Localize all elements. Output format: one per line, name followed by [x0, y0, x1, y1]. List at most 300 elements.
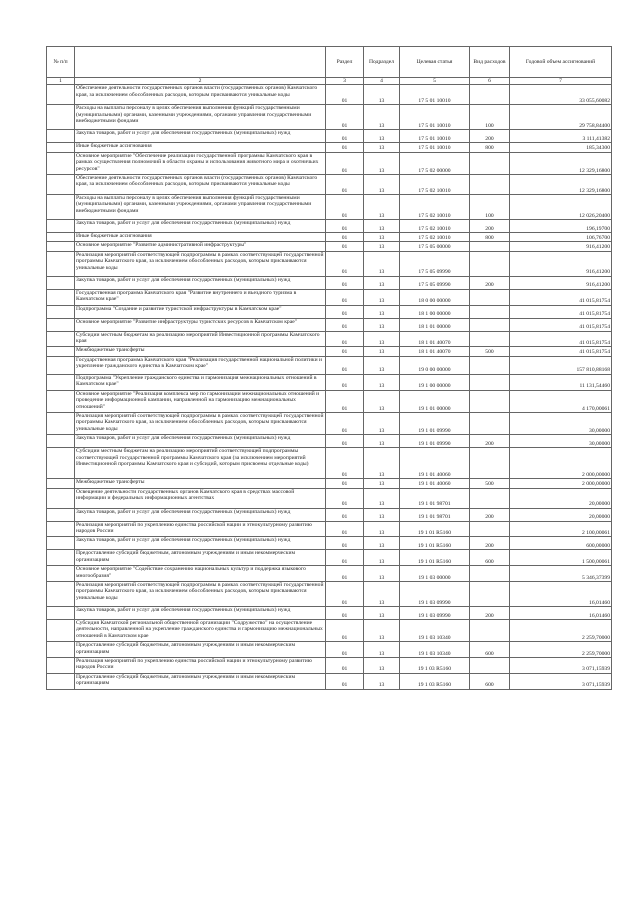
target-article-cell: 17 5 02 10010: [400, 233, 470, 242]
row-number-cell: [47, 105, 75, 130]
target-article-cell: 18 0 00 00000: [400, 289, 470, 305]
row-number-cell: [47, 550, 75, 566]
table-row: [47, 331, 612, 347]
row-number-cell: [47, 318, 75, 331]
column-number: 6: [470, 78, 510, 85]
column-number-row: [47, 78, 612, 85]
header-row: [47, 47, 612, 78]
description-cell: Иные бюджетные ассигнования: [75, 233, 326, 242]
podrazdel-cell: 13: [364, 673, 400, 689]
razdel-cell: 01: [326, 105, 364, 130]
table-row: [47, 488, 612, 508]
razdel-cell: 01: [326, 220, 364, 233]
row-number-cell: [47, 642, 75, 658]
expense-type-cell: [470, 448, 510, 479]
expense-type-cell: 600: [470, 550, 510, 566]
razdel-cell: 01: [326, 130, 364, 143]
table-row: [47, 130, 612, 143]
row-number-cell: [47, 152, 75, 174]
razdel-cell: 01: [326, 658, 364, 674]
razdel-cell: 01: [326, 374, 364, 390]
table-row: [47, 85, 612, 105]
podrazdel-cell: 13: [364, 305, 400, 318]
amount-cell: 600,00000: [510, 537, 612, 550]
expense-type-cell: 600: [470, 642, 510, 658]
row-number-cell: [47, 130, 75, 143]
podrazdel-cell: 13: [364, 479, 400, 488]
expense-type-cell: [470, 152, 510, 174]
razdel-cell: 01: [326, 143, 364, 152]
expense-type-cell: [470, 581, 510, 606]
description-cell: Закупка товаров, работ и услуг для обеспечения государственных (муниципальных) нужд: [75, 276, 326, 289]
podrazdel-cell: 13: [364, 318, 400, 331]
table-row: [47, 276, 612, 289]
header-cell: Подраздел: [364, 47, 400, 78]
column-number: 1: [47, 78, 75, 85]
description-cell: Субсидии местным бюджетам на реализацию мероприятий соответствующей подпрограммы соответствующей государственной программы Камчатского края (за исключением мероприятий Инвестиционной программы Камчатского края и субсидий, которым присвоены отдельные коды): [75, 448, 326, 479]
target-article-cell: 19 1 03 R5160: [400, 658, 470, 674]
target-article-cell: 19 1 03 10340: [400, 619, 470, 641]
target-article-cell: 19 1 01 R5160: [400, 537, 470, 550]
table-row: [47, 537, 612, 550]
row-number-cell: [47, 347, 75, 356]
table-row: [47, 233, 612, 242]
column-number: 5: [400, 78, 470, 85]
row-number-cell: [47, 175, 75, 195]
expense-type-cell: [470, 488, 510, 508]
table-row: [47, 289, 612, 305]
target-article-cell: 19 1 01 98701: [400, 488, 470, 508]
amount-cell: 41 015,81754: [510, 331, 612, 347]
podrazdel-cell: 13: [364, 537, 400, 550]
expense-type-cell: 800: [470, 233, 510, 242]
razdel-cell: 01: [326, 331, 364, 347]
podrazdel-cell: 13: [364, 105, 400, 130]
column-number: 3: [326, 78, 364, 85]
razdel-cell: 01: [326, 566, 364, 582]
razdel-cell: 01: [326, 488, 364, 508]
row-number-cell: [47, 479, 75, 488]
razdel-cell: 01: [326, 289, 364, 305]
podrazdel-cell: 13: [364, 175, 400, 195]
amount-cell: 41 015,81754: [510, 318, 612, 331]
target-article-cell: 17 5 05 00000: [400, 242, 470, 251]
description-cell: Основное мероприятие "Содействие сохранению национальных культур и поддержка языкового многообразия": [75, 566, 326, 582]
table-row: [47, 318, 612, 331]
expense-type-cell: [470, 619, 510, 641]
table-row: [47, 521, 612, 537]
amount-cell: 1 500,00061: [510, 550, 612, 566]
expense-type-cell: 200: [470, 508, 510, 521]
description-cell: Подпрограмма "Создание и развитие туристской инфраструктуры в Камчатском крае": [75, 305, 326, 318]
expense-type-cell: 500: [470, 479, 510, 488]
podrazdel-cell: 13: [364, 619, 400, 641]
razdel-cell: 01: [326, 242, 364, 251]
amount-cell: 29 758,84400: [510, 105, 612, 130]
expense-type-cell: [470, 289, 510, 305]
razdel-cell: 01: [326, 479, 364, 488]
table-row: [47, 374, 612, 390]
column-number: 7: [510, 78, 612, 85]
description-cell: Расходы на выплаты персоналу в целях обеспечения выполнения функций государственными (муниципальными) органами, казенными учреждениями, органами управления государственными внебюджетными фондами: [75, 195, 326, 220]
description-cell: Закупка товаров, работ и услуг для обеспечения государственных (муниципальных) нужд: [75, 606, 326, 619]
description-cell: Предоставление субсидий бюджетным, автономным учреждениям и иным некоммерческим организациям: [75, 673, 326, 689]
description-cell: Основное мероприятие "Реализация комплекса мер по гармонизации межнациональных отношений и проведение информационной кампании, направленной на гармонизацию межнациональных отношений": [75, 390, 326, 412]
description-cell: Закупка товаров, работ и услуг для обеспечения государственных (муниципальных) нужд: [75, 537, 326, 550]
podrazdel-cell: 13: [364, 356, 400, 374]
description-cell: Закупка товаров, работ и услуг для обеспечения государственных (муниципальных) нужд: [75, 220, 326, 233]
expense-type-cell: 600: [470, 673, 510, 689]
amount-cell: 20,00000: [510, 508, 612, 521]
row-number-cell: [47, 276, 75, 289]
razdel-cell: 01: [326, 233, 364, 242]
amount-cell: 916,41200: [510, 251, 612, 276]
razdel-cell: 01: [326, 276, 364, 289]
description-cell: Реализация мероприятий соответствующей подпрограммы в рамках соответствующей государственной программы Камчатского края, за исключением обособленных расходов, которым присваиваются уникальные коды: [75, 581, 326, 606]
expense-type-cell: 200: [470, 537, 510, 550]
table-row: [47, 143, 612, 152]
row-number-cell: [47, 606, 75, 619]
amount-cell: 11 131,54460: [510, 374, 612, 390]
target-article-cell: 18 1 01 40070: [400, 331, 470, 347]
table-row: [47, 251, 612, 276]
table-row: [47, 658, 612, 674]
expense-type-cell: [470, 566, 510, 582]
amount-cell: 33 055,60082: [510, 85, 612, 105]
row-number-cell: [47, 488, 75, 508]
amount-cell: 41 015,81754: [510, 347, 612, 356]
expense-type-cell: [470, 374, 510, 390]
razdel-cell: 01: [326, 448, 364, 479]
razdel-cell: 01: [326, 550, 364, 566]
target-article-cell: 17 5 01 10010: [400, 143, 470, 152]
header-cell: Вид расходов: [470, 47, 510, 78]
row-number-cell: [47, 220, 75, 233]
razdel-cell: 01: [326, 606, 364, 619]
amount-cell: 157 810,88168: [510, 356, 612, 374]
expense-type-cell: 500: [470, 347, 510, 356]
razdel-cell: 01: [326, 673, 364, 689]
row-number-cell: [47, 566, 75, 582]
amount-cell: 2 000,00000: [510, 448, 612, 479]
description-cell: Межбюджетные трансферты: [75, 347, 326, 356]
podrazdel-cell: 13: [364, 658, 400, 674]
row-number-cell: [47, 658, 75, 674]
target-article-cell: 19 1 01 98701: [400, 508, 470, 521]
podrazdel-cell: 13: [364, 508, 400, 521]
description-cell: Подпрограмма "Укрепление гражданского единства и гармонизация межнациональных отношений в Камчатском крае": [75, 374, 326, 390]
description-cell: Субсидия Камчатской региональной общественной организации "Содружество" на осуществление деятельности, направленной на укрепление гражданского единства и гармонизацию межнациональных отношений в Камчатском крае: [75, 619, 326, 641]
header-cell: [75, 47, 326, 78]
razdel-cell: 01: [326, 390, 364, 412]
description-cell: Расходы на выплаты персоналу в целях обеспечения выполнения функций государственными (муниципальными) органами, казенными учреждениями, органами управления государственными внебюджетными фондами: [75, 105, 326, 130]
amount-cell: 16,01460: [510, 581, 612, 606]
target-article-cell: 17 5 01 10010: [400, 85, 470, 105]
amount-cell: 2 100,00061: [510, 521, 612, 537]
amount-cell: 2 259,70000: [510, 642, 612, 658]
column-number: 4: [364, 78, 400, 85]
table-row: [47, 479, 612, 488]
table-row: [47, 581, 612, 606]
razdel-cell: 01: [326, 85, 364, 105]
table-row: [47, 550, 612, 566]
target-article-cell: 17 5 05 09990: [400, 276, 470, 289]
podrazdel-cell: 13: [364, 276, 400, 289]
table-row: [47, 152, 612, 174]
podrazdel-cell: 13: [364, 289, 400, 305]
razdel-cell: 01: [326, 175, 364, 195]
amount-cell: 16,01460: [510, 606, 612, 619]
amount-cell: 2 259,70000: [510, 619, 612, 641]
row-number-cell: [47, 521, 75, 537]
table-row: [47, 220, 612, 233]
amount-cell: 3 071,15939: [510, 673, 612, 689]
podrazdel-cell: 13: [364, 85, 400, 105]
table-row: [47, 347, 612, 356]
row-number-cell: [47, 581, 75, 606]
target-article-cell: 19 1 01 R5160: [400, 521, 470, 537]
expense-type-cell: [470, 242, 510, 251]
expense-type-cell: [470, 356, 510, 374]
razdel-cell: 01: [326, 152, 364, 174]
razdel-cell: 01: [326, 195, 364, 220]
amount-cell: 12 329,16800: [510, 152, 612, 174]
row-number-cell: [47, 331, 75, 347]
amount-cell: 4 170,00061: [510, 390, 612, 412]
amount-cell: 185,34300: [510, 143, 612, 152]
podrazdel-cell: 13: [364, 233, 400, 242]
row-number-cell: [47, 251, 75, 276]
amount-cell: 12 026,20400: [510, 195, 612, 220]
amount-cell: 30,00000: [510, 412, 612, 434]
expense-type-cell: 200: [470, 435, 510, 448]
row-number-cell: [47, 242, 75, 251]
target-article-cell: 19 1 00 00000: [400, 374, 470, 390]
header-cell: Целевая статья: [400, 47, 470, 78]
podrazdel-cell: 13: [364, 242, 400, 251]
razdel-cell: 01: [326, 521, 364, 537]
description-cell: Реализация мероприятий по укреплению единства российской нации и этнокультурному развитию народов России: [75, 521, 326, 537]
expense-type-cell: 200: [470, 130, 510, 143]
razdel-cell: 01: [326, 508, 364, 521]
column-number: 2: [75, 78, 326, 85]
description-cell: Основное мероприятие "Развитие инфраструктуры туристских ресурсов в Камчатском крае": [75, 318, 326, 331]
table-row: [47, 642, 612, 658]
row-number-cell: [47, 143, 75, 152]
target-article-cell: 17 5 02 10010: [400, 195, 470, 220]
expense-type-cell: 100: [470, 195, 510, 220]
podrazdel-cell: 13: [364, 251, 400, 276]
table-row: [47, 606, 612, 619]
razdel-cell: 01: [326, 251, 364, 276]
target-article-cell: 17 5 01 10010: [400, 105, 470, 130]
description-cell: Реализация мероприятий соответствующей подпрограммы в рамках соответствующей государственной программы Камчатского края, за исключением обособленных расходов, которым присваиваются уникальные коды: [75, 251, 326, 276]
row-number-cell: [47, 412, 75, 434]
podrazdel-cell: 13: [364, 566, 400, 582]
target-article-cell: 17 5 01 10010: [400, 130, 470, 143]
amount-cell: 5 346,37399: [510, 566, 612, 582]
razdel-cell: 01: [326, 435, 364, 448]
target-article-cell: 18 1 01 40070: [400, 347, 470, 356]
razdel-cell: 01: [326, 412, 364, 434]
expense-type-cell: [470, 390, 510, 412]
table-row: [47, 412, 612, 434]
row-number-cell: [47, 195, 75, 220]
razdel-cell: 01: [326, 537, 364, 550]
header-cell: № п/п: [47, 47, 75, 78]
amount-cell: 30,00000: [510, 435, 612, 448]
target-article-cell: 19 1 01 R5160: [400, 550, 470, 566]
podrazdel-cell: 13: [364, 412, 400, 434]
description-cell: Освещение деятельности государственных органов Камчатского края в средствах массовой информации и федеральных информационных агентствах: [75, 488, 326, 508]
amount-cell: 916,41200: [510, 276, 612, 289]
podrazdel-cell: 13: [364, 143, 400, 152]
expense-type-cell: [470, 318, 510, 331]
expense-type-cell: 800: [470, 143, 510, 152]
row-number-cell: [47, 537, 75, 550]
amount-cell: 2 000,00000: [510, 479, 612, 488]
description-cell: Обеспечение деятельности государственных органов власти (государственных органов) Камчатского края, за исключением обособленных расходов, которым присваиваются уникальные коды: [75, 175, 326, 195]
table-row: [47, 195, 612, 220]
podrazdel-cell: 13: [364, 374, 400, 390]
row-number-cell: [47, 233, 75, 242]
expense-type-cell: [470, 658, 510, 674]
expense-type-cell: [470, 175, 510, 195]
table-row: [47, 508, 612, 521]
description-cell: Субсидии местным бюджетам на реализацию мероприятий Инвестиционной программы Камчатского края: [75, 331, 326, 347]
podrazdel-cell: 13: [364, 435, 400, 448]
row-number-cell: [47, 619, 75, 641]
description-cell: Предоставление субсидий бюджетным, автономным учреждениям и иным некоммерческим организациям: [75, 642, 326, 658]
table-row: [47, 435, 612, 448]
budget-table: [46, 46, 612, 690]
podrazdel-cell: 13: [364, 347, 400, 356]
table-row: [47, 673, 612, 689]
description-cell: Реализация мероприятий соответствующей подпрограммы в рамках соответствующей государственной программы Камчатского края, за исключением обособленных расходов, которым присваиваются уникальные коды: [75, 412, 326, 434]
razdel-cell: 01: [326, 581, 364, 606]
razdel-cell: 01: [326, 347, 364, 356]
razdel-cell: 01: [326, 619, 364, 641]
expense-type-cell: 100: [470, 105, 510, 130]
podrazdel-cell: 13: [364, 521, 400, 537]
razdel-cell: 01: [326, 305, 364, 318]
amount-cell: 12 329,16800: [510, 175, 612, 195]
row-number-cell: [47, 390, 75, 412]
target-article-cell: 17 5 02 00000: [400, 152, 470, 174]
expense-type-cell: [470, 521, 510, 537]
target-article-cell: 19 1 03 09990: [400, 606, 470, 619]
podrazdel-cell: 13: [364, 581, 400, 606]
podrazdel-cell: 13: [364, 130, 400, 143]
expense-type-cell: [470, 85, 510, 105]
table-row: [47, 619, 612, 641]
amount-cell: 916,41200: [510, 242, 612, 251]
podrazdel-cell: 13: [364, 448, 400, 479]
target-article-cell: 19 1 03 R5160: [400, 673, 470, 689]
expense-type-cell: [470, 305, 510, 318]
amount-cell: 41 015,81754: [510, 289, 612, 305]
razdel-cell: 01: [326, 356, 364, 374]
expense-type-cell: [470, 331, 510, 347]
description-cell: Закупка товаров, работ и услуг для обеспечения государственных (муниципальных) нужд: [75, 435, 326, 448]
row-number-cell: [47, 435, 75, 448]
row-number-cell: [47, 508, 75, 521]
podrazdel-cell: 13: [364, 606, 400, 619]
podrazdel-cell: 13: [364, 550, 400, 566]
target-article-cell: 19 1 03 09990: [400, 581, 470, 606]
target-article-cell: 19 1 01 40060: [400, 448, 470, 479]
target-article-cell: 19 1 03 10340: [400, 642, 470, 658]
target-article-cell: 19 1 01 00000: [400, 390, 470, 412]
table-row: [47, 566, 612, 582]
expense-type-cell: [470, 251, 510, 276]
podrazdel-cell: 13: [364, 390, 400, 412]
podrazdel-cell: 13: [364, 331, 400, 347]
target-article-cell: 19 0 00 00000: [400, 356, 470, 374]
header-cell: Раздел: [326, 47, 364, 78]
amount-cell: 3 111,41382: [510, 130, 612, 143]
amount-cell: 41 015,81754: [510, 305, 612, 318]
description-cell: Межбюджетные трансферты: [75, 479, 326, 488]
row-number-cell: [47, 356, 75, 374]
podrazdel-cell: 13: [364, 642, 400, 658]
row-number-cell: [47, 289, 75, 305]
description-cell: Реализация мероприятий по укреплению единства российской нации и этнокультурному развитию народов России: [75, 658, 326, 674]
row-number-cell: [47, 374, 75, 390]
target-article-cell: 19 1 03 00000: [400, 566, 470, 582]
amount-cell: 20,00000: [510, 488, 612, 508]
description-cell: Закупка товаров, работ и услуг для обеспечения государственных (муниципальных) нужд: [75, 508, 326, 521]
amount-cell: 196,19700: [510, 220, 612, 233]
podrazdel-cell: 13: [364, 195, 400, 220]
table-row: [47, 390, 612, 412]
podrazdel-cell: 13: [364, 220, 400, 233]
target-article-cell: 17 5 02 10010: [400, 175, 470, 195]
amount-cell: 106,76700: [510, 233, 612, 242]
target-article-cell: 19 1 01 40060: [400, 479, 470, 488]
description-cell: Государственная программа Камчатского края "Реализация государственной национальной политики и укрепление гражданского единства в Камчатском крае": [75, 356, 326, 374]
row-number-cell: [47, 448, 75, 479]
amount-cell: 3 071,15939: [510, 658, 612, 674]
razdel-cell: 01: [326, 318, 364, 331]
expense-type-cell: 200: [470, 276, 510, 289]
row-number-cell: [47, 305, 75, 318]
razdel-cell: 01: [326, 642, 364, 658]
podrazdel-cell: 13: [364, 488, 400, 508]
target-article-cell: 17 5 02 10010: [400, 220, 470, 233]
description-cell: Предоставление субсидий бюджетным, автономным учреждениям и иным некоммерческим организациям: [75, 550, 326, 566]
description-cell: Обеспечение деятельности государственных органов власти (государственных органов) Камчатского края, за исключением обособленных расходов, которым присваиваются уникальные коды: [75, 85, 326, 105]
header-cell: Годовой объем ассигнований: [510, 47, 612, 78]
target-article-cell: 18 1 01 00000: [400, 318, 470, 331]
target-article-cell: 19 1 01 09990: [400, 412, 470, 434]
target-article-cell: 18 1 00 00000: [400, 305, 470, 318]
table-row: [47, 175, 612, 195]
table-row: [47, 356, 612, 374]
expense-type-cell: [470, 412, 510, 434]
expense-type-cell: 200: [470, 606, 510, 619]
description-cell: Основное мероприятие "Обеспечение реализации государственной программы Камчатского края в рамках осуществления полномочий в области охраны и использования животного мира и охотничьих ресурсов": [75, 152, 326, 174]
row-number-cell: [47, 85, 75, 105]
table-row: [47, 305, 612, 318]
table-row: [47, 242, 612, 251]
target-article-cell: 19 1 01 09990: [400, 435, 470, 448]
expense-type-cell: 200: [470, 220, 510, 233]
podrazdel-cell: 13: [364, 152, 400, 174]
description-cell: Закупка товаров, работ и услуг для обеспечения государственных (муниципальных) нужд: [75, 130, 326, 143]
description-cell: Основное мероприятие "Развитие административной инфраструктуры": [75, 242, 326, 251]
description-cell: Государственная программа Камчатского края "Развитие внутреннего и въездного туризма в Камчатском крае": [75, 289, 326, 305]
